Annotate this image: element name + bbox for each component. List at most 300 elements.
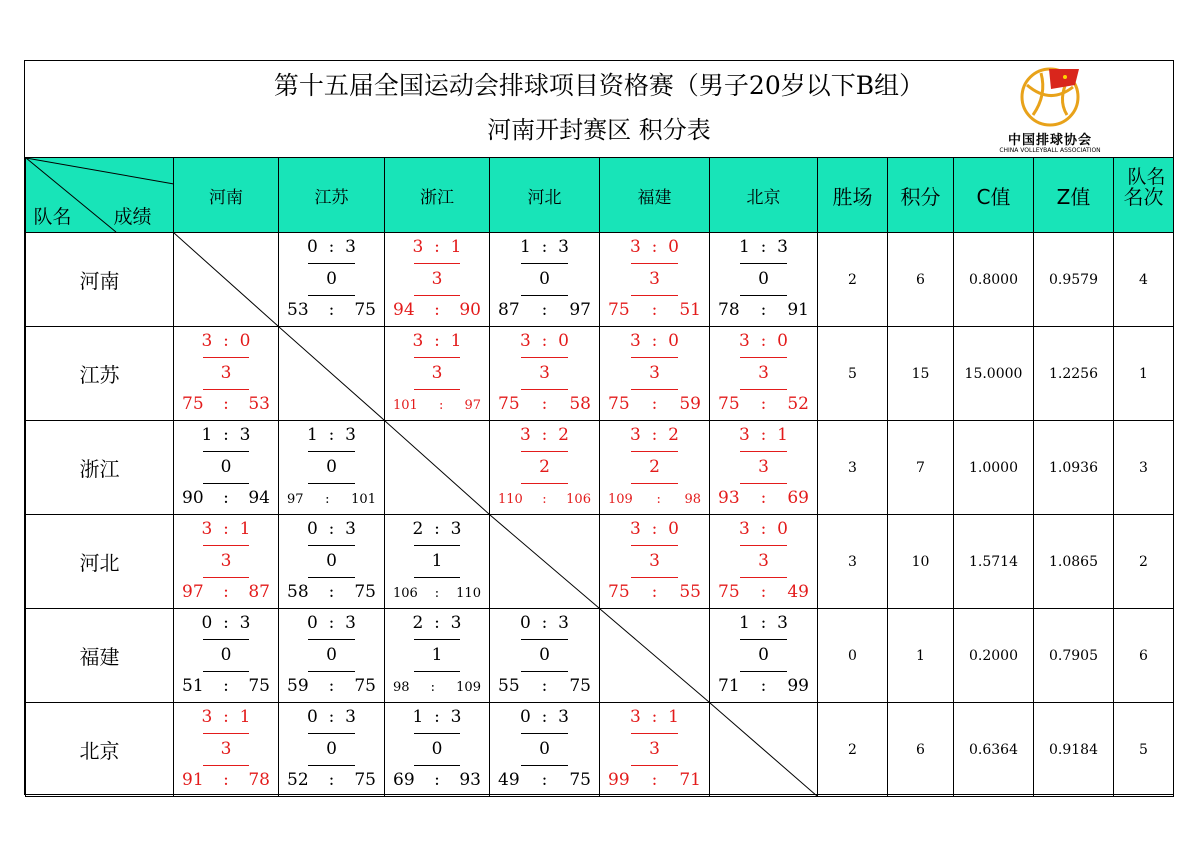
corner-label-team-left: 队名: [33, 205, 72, 228]
rally-points: [710, 300, 817, 320]
corner-header: 队名 队名 成绩: [26, 158, 174, 233]
points-scored: 75: [608, 300, 630, 320]
points-conceded: 53: [248, 394, 270, 414]
points-conceded: 59: [679, 394, 701, 414]
match-result: [710, 327, 817, 420]
points-scored: 53: [287, 300, 309, 320]
logo-subtext: CHINA VOLLEYBALL ASSOCIATION: [999, 147, 1101, 154]
points-value: 10: [888, 515, 954, 609]
set-score: [385, 237, 489, 257]
score-separator: :: [541, 300, 548, 320]
points-conceded: 69: [787, 488, 809, 508]
points-conceded: 90: [459, 300, 481, 320]
points-scored: 90: [182, 488, 204, 508]
divider: [521, 765, 569, 766]
divider: [414, 389, 460, 390]
score-separator: :: [423, 237, 451, 257]
table-row: [26, 515, 1174, 609]
divider: [203, 671, 249, 672]
sets-lost: 1: [239, 707, 251, 727]
set-score: [490, 707, 599, 727]
score-separator: :: [656, 492, 661, 507]
divider: [414, 733, 460, 734]
score-separator: :: [542, 492, 547, 507]
match-points: 0: [431, 739, 443, 759]
sets-won: 0: [307, 707, 318, 727]
score-separator: :: [651, 394, 658, 414]
set-score: [174, 707, 278, 727]
points-conceded: 52: [787, 394, 809, 414]
diagonal-empty-cell: [174, 233, 279, 327]
score-separator: :: [541, 676, 548, 696]
match-points: 3: [649, 739, 660, 759]
col-header-fujian: 福建: [600, 158, 710, 233]
divider: [740, 545, 787, 546]
divider: [740, 451, 787, 452]
rally-points: [490, 492, 599, 507]
wins-value: 2: [818, 703, 888, 797]
match-result: [600, 515, 709, 608]
set-score: [710, 519, 817, 539]
diagonal-line: [490, 515, 599, 608]
rally-points: [710, 582, 817, 602]
divider: [740, 295, 787, 296]
match-result: [710, 421, 817, 514]
score-separator: :: [423, 519, 451, 539]
set-score: [600, 519, 709, 539]
z-value: 1.0936: [1034, 421, 1114, 515]
divider: [631, 451, 679, 452]
match-points: 0: [220, 457, 232, 477]
score-separator: :: [423, 613, 451, 633]
score-separator: :: [760, 300, 767, 320]
divider: [308, 545, 354, 546]
points-conceded: 110: [456, 586, 481, 601]
divider: [414, 765, 460, 766]
col-header-c-value: C值: [954, 158, 1034, 233]
points-scored: 69: [393, 770, 415, 790]
score-separator: :: [530, 613, 559, 633]
score-separator: :: [212, 519, 240, 539]
set-score: [279, 707, 384, 727]
sets-lost: 1: [668, 707, 679, 727]
sets-won: 0: [307, 519, 318, 539]
points-value: 15: [888, 327, 954, 421]
match-result: [710, 233, 817, 326]
sets-lost: 0: [777, 519, 788, 539]
match-result: [385, 233, 489, 326]
set-score: [600, 707, 709, 727]
match-result: [600, 233, 709, 326]
score-separator: :: [749, 613, 778, 633]
c-value: 0.6364: [954, 703, 1034, 797]
rally-points: [385, 398, 489, 413]
score-separator: :: [640, 707, 669, 727]
points-conceded: 75: [354, 582, 376, 602]
diagonal-line: [279, 327, 384, 420]
divider: [203, 483, 249, 484]
table-row: [26, 421, 1174, 515]
score-separator: :: [651, 300, 658, 320]
points-scored: 98: [393, 680, 410, 695]
match-result: [385, 609, 489, 702]
row-team-name: 江苏: [26, 327, 174, 421]
rank-value: 1: [1114, 327, 1174, 421]
divider: [631, 733, 679, 734]
match-result-cell: [174, 327, 279, 421]
score-separator: :: [423, 707, 451, 727]
header-row: [26, 158, 1174, 233]
row-team-name: 福建: [26, 609, 174, 703]
points-scored: 99: [608, 770, 630, 790]
rally-points: [385, 770, 489, 790]
divider: [740, 483, 787, 484]
points-scored: 97: [287, 492, 304, 507]
rally-points: [385, 300, 489, 320]
score-separator: :: [760, 676, 767, 696]
diagonal-empty-cell: [279, 327, 385, 421]
score-separator: :: [317, 519, 346, 539]
divider: [308, 263, 354, 264]
set-score: [385, 613, 489, 633]
match-result-cell: [490, 327, 600, 421]
points-value: 6: [888, 703, 954, 797]
points-scored: 75: [608, 394, 630, 414]
sets-lost: 3: [450, 613, 462, 633]
sets-lost: 1: [450, 237, 462, 257]
score-separator: :: [640, 519, 669, 539]
volleyball-flag-icon: [997, 65, 1103, 129]
rally-points: [174, 770, 278, 790]
score-separator: :: [434, 586, 440, 601]
divider: [631, 357, 679, 358]
score-separator: :: [640, 331, 669, 351]
sets-won: 3: [520, 331, 531, 351]
match-result-cell: [490, 609, 600, 703]
points-scored: 110: [498, 492, 523, 507]
divider: [414, 639, 460, 640]
points-conceded: 75: [569, 770, 591, 790]
match-result: [174, 327, 278, 420]
points-conceded: 97: [569, 300, 591, 320]
sets-won: 3: [630, 237, 641, 257]
match-result: [600, 327, 709, 420]
score-separator: :: [317, 707, 346, 727]
set-score: [385, 331, 489, 351]
c-value: 1.5714: [954, 515, 1034, 609]
rally-points: [279, 492, 384, 507]
sets-won: 3: [630, 519, 641, 539]
set-score: [279, 237, 384, 257]
divider: [203, 357, 249, 358]
diagonal-line: [174, 233, 278, 326]
divider: [308, 765, 354, 766]
points-scored: 49: [498, 770, 520, 790]
table-row: [26, 703, 1174, 797]
sets-won: 3: [520, 425, 531, 445]
rally-points: [385, 680, 489, 695]
match-result: [710, 609, 817, 702]
diagonal-empty-cell: [490, 515, 600, 609]
col-header-beijing: 北京: [710, 158, 818, 233]
sets-lost: 3: [558, 237, 569, 257]
divider: [308, 671, 354, 672]
match-result: [279, 609, 384, 702]
col-header-hebei: 河北: [490, 158, 600, 233]
points-conceded: 101: [351, 492, 376, 507]
row-team-name: 北京: [26, 703, 174, 797]
match-points: 0: [539, 269, 550, 289]
divider: [414, 577, 460, 578]
row-team-name: 浙江: [26, 421, 174, 515]
sets-lost: 1: [777, 425, 788, 445]
col-header-zhejiang: 浙江: [385, 158, 490, 233]
points-scored: 55: [498, 676, 520, 696]
match-points: 3: [431, 269, 443, 289]
points-scored: 78: [718, 300, 740, 320]
divider: [203, 389, 249, 390]
score-separator: :: [223, 770, 229, 790]
sets-lost: 2: [558, 425, 569, 445]
match-result: [385, 515, 489, 608]
points-scored: 109: [608, 492, 633, 507]
score-separator: :: [328, 770, 335, 790]
score-separator: :: [640, 425, 669, 445]
score-separator: :: [530, 237, 559, 257]
score-separator: :: [423, 331, 451, 351]
z-value: 0.9579: [1034, 233, 1114, 327]
z-value: 1.0865: [1034, 515, 1114, 609]
sets-lost: 3: [345, 707, 356, 727]
divider: [414, 545, 460, 546]
sets-lost: 3: [558, 707, 569, 727]
match-result-cell: [279, 609, 385, 703]
standings-table: [25, 157, 1174, 797]
match-points: 1: [431, 551, 443, 571]
set-score: [490, 425, 599, 445]
divider: [521, 451, 569, 452]
match-result-cell: [600, 233, 710, 327]
score-separator: :: [749, 425, 778, 445]
points-scored: 75: [182, 394, 204, 414]
divider: [203, 639, 249, 640]
match-result-cell: [279, 703, 385, 797]
rally-points: [710, 394, 817, 414]
sets-lost: 3: [777, 237, 788, 257]
match-result: [490, 421, 599, 514]
match-result: [710, 515, 817, 608]
set-score: [710, 613, 817, 633]
match-result-cell: [710, 421, 818, 515]
score-separator: :: [223, 676, 229, 696]
rally-points: [279, 676, 384, 696]
points-conceded: 55: [679, 582, 701, 602]
sets-won: 1: [412, 707, 424, 727]
match-points: 3: [220, 551, 232, 571]
match-result-cell: [279, 515, 385, 609]
score-separator: :: [760, 488, 767, 508]
match-points: 3: [758, 551, 769, 571]
divider: [414, 295, 460, 296]
sets-won: 3: [201, 331, 213, 351]
score-separator: :: [760, 394, 767, 414]
set-score: [279, 519, 384, 539]
divider: [631, 389, 679, 390]
points-scored: 94: [393, 300, 415, 320]
sets-won: 3: [201, 707, 213, 727]
match-result-cell: [385, 703, 490, 797]
set-score: [490, 613, 599, 633]
score-separator: :: [749, 237, 778, 257]
set-score: [385, 519, 489, 539]
wins-value: 3: [818, 421, 888, 515]
sets-won: 3: [630, 331, 641, 351]
sets-lost: 0: [777, 331, 788, 351]
table-row: [26, 609, 1174, 703]
set-score: [490, 331, 599, 351]
divider: [740, 357, 787, 358]
points-scored: 75: [718, 582, 740, 602]
rally-points: [279, 582, 384, 602]
score-separator: :: [212, 707, 240, 727]
set-score: [710, 425, 817, 445]
diagonal-line: [600, 609, 709, 702]
score-separator: :: [749, 519, 778, 539]
match-points: 3: [649, 551, 660, 571]
match-result: [385, 327, 489, 420]
match-result-cell: [385, 515, 490, 609]
divider: [631, 545, 679, 546]
score-separator: :: [212, 331, 240, 351]
sets-lost: 0: [558, 331, 569, 351]
rally-points: [174, 394, 278, 414]
points-scored: 52: [287, 770, 309, 790]
diagonal-line: [385, 421, 489, 514]
divider: [308, 295, 354, 296]
rally-points: [600, 770, 709, 790]
points-conceded: 51: [679, 300, 701, 320]
match-result: [490, 327, 599, 420]
points-scored: 106: [393, 586, 418, 601]
match-result-cell: [710, 233, 818, 327]
match-result-cell: [174, 421, 279, 515]
divider: [740, 389, 787, 390]
sets-lost: 0: [668, 331, 679, 351]
set-score: [710, 331, 817, 351]
score-separator: :: [212, 425, 240, 445]
score-separator: :: [760, 582, 767, 602]
points-conceded: 99: [787, 676, 809, 696]
divider: [521, 671, 569, 672]
sets-lost: 3: [450, 707, 462, 727]
match-result-cell: [279, 233, 385, 327]
divider: [414, 357, 460, 358]
match-result-cell: [385, 233, 490, 327]
sets-won: 0: [520, 707, 531, 727]
points-conceded: 75: [354, 676, 376, 696]
match-result: [490, 233, 599, 326]
score-separator: :: [317, 237, 346, 257]
match-points: 0: [539, 645, 550, 665]
sets-won: 1: [201, 425, 213, 445]
match-result: [279, 703, 384, 796]
rally-points: [490, 770, 599, 790]
points-conceded: 75: [569, 676, 591, 696]
rally-points: [490, 300, 599, 320]
match-points: 3: [758, 363, 769, 383]
set-score: [490, 237, 599, 257]
score-separator: :: [434, 300, 440, 320]
set-score: [385, 707, 489, 727]
divider: [308, 483, 354, 484]
points-conceded: 106: [566, 492, 591, 507]
points-scored: 58: [287, 582, 309, 602]
match-points: 0: [758, 645, 769, 665]
divider: [521, 639, 569, 640]
rank-value: 5: [1114, 703, 1174, 797]
sets-won: 2: [412, 519, 424, 539]
match-result: [174, 515, 278, 608]
match-points: 0: [326, 269, 337, 289]
sets-lost: 3: [345, 519, 356, 539]
rally-points: [710, 488, 817, 508]
points-scored: 97: [182, 582, 204, 602]
col-header-points: 积分: [888, 158, 954, 233]
points-scored: 51: [182, 676, 204, 696]
sets-won: 3: [201, 519, 213, 539]
match-result-cell: [600, 327, 710, 421]
c-value: 0.2000: [954, 609, 1034, 703]
diagonal-empty-cell: [385, 421, 490, 515]
match-result: [490, 703, 599, 796]
divider: [308, 451, 354, 452]
match-points: 3: [649, 269, 660, 289]
divider: [631, 263, 679, 264]
match-points: 3: [220, 739, 232, 759]
score-separator: :: [430, 680, 436, 695]
rally-points: [174, 676, 278, 696]
score-separator: :: [541, 770, 548, 790]
z-value: 0.7905: [1034, 609, 1114, 703]
points-conceded: 94: [248, 488, 270, 508]
divider: [308, 639, 354, 640]
z-value: 0.9184: [1034, 703, 1114, 797]
match-points: 0: [539, 739, 550, 759]
divider: [740, 263, 787, 264]
match-result-cell: [710, 515, 818, 609]
c-value: 0.8000: [954, 233, 1034, 327]
rally-points: [600, 300, 709, 320]
rally-points: [600, 492, 709, 507]
sets-won: 0: [201, 613, 213, 633]
match-points: 0: [326, 457, 337, 477]
score-separator: :: [223, 394, 229, 414]
col-header-jiangsu: 江苏: [279, 158, 385, 233]
points-scored: 71: [718, 676, 740, 696]
match-result-cell: [600, 703, 710, 797]
divider: [521, 733, 569, 734]
points-conceded: 98: [684, 492, 701, 507]
diagonal-line: [710, 703, 817, 796]
divider: [308, 577, 354, 578]
set-score: [600, 237, 709, 257]
score-separator: :: [325, 492, 330, 507]
divider: [203, 545, 249, 546]
points-value: 7: [888, 421, 954, 515]
sets-lost: 0: [668, 237, 679, 257]
sets-lost: 3: [345, 237, 356, 257]
match-result: [600, 703, 709, 796]
